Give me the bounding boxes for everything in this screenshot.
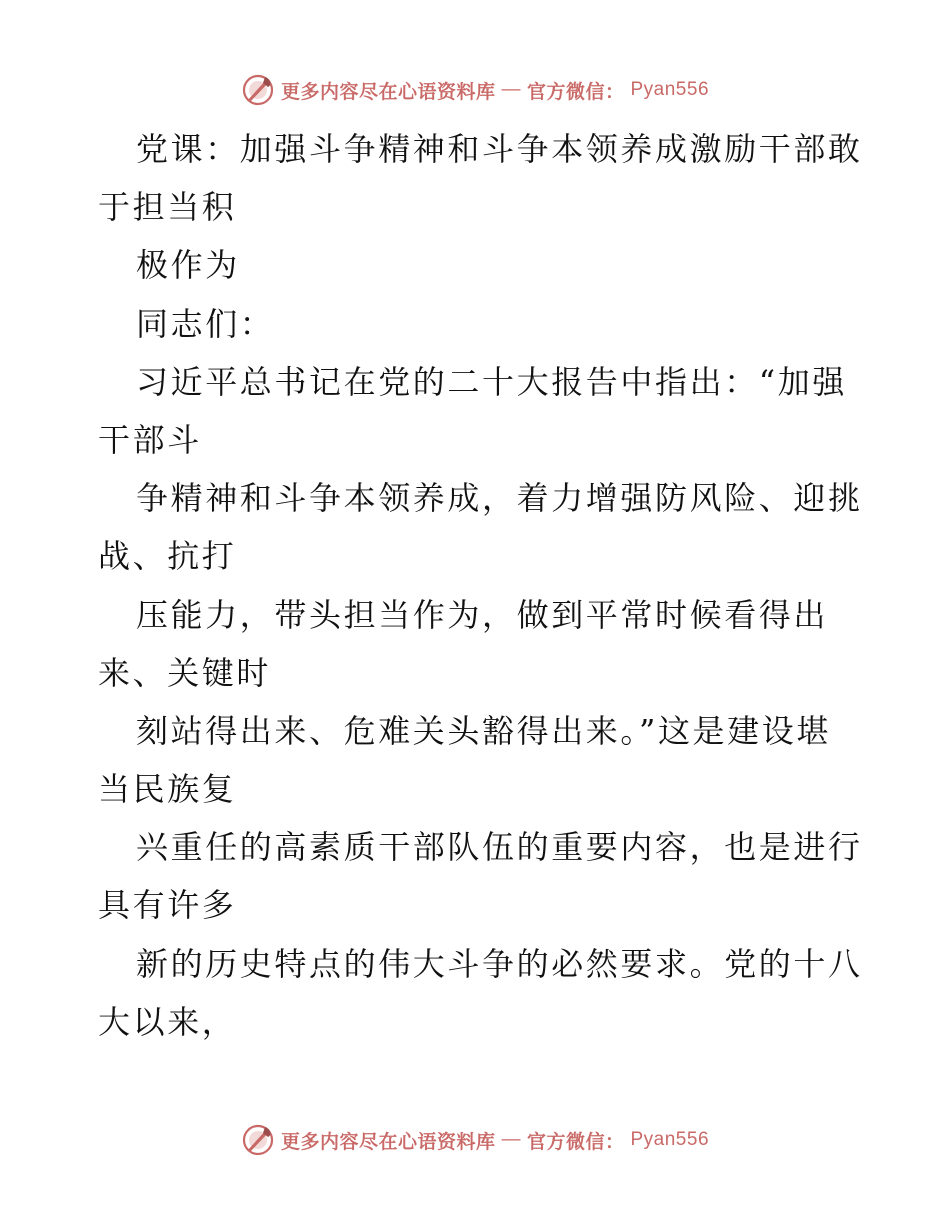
watermark-account: Pyan556	[630, 1129, 710, 1150]
text-line: 刻站得出来、危难关头豁得出来。”这是建设堪	[136, 711, 831, 750]
watermark-content	[241, 73, 709, 107]
footer-watermark	[0, 1120, 950, 1160]
text-line: 争精神和斗争本领养成，着力增强防风险、迎挑	[136, 479, 863, 518]
text-line: 干部斗	[98, 420, 202, 459]
quill-logo-icon	[241, 1123, 275, 1157]
text-line: 兴重任的高素质干部队伍的重要内容，也是进行	[136, 828, 863, 867]
watermark-text: 更多内容尽在心语资料库	[280, 1130, 496, 1153]
text-line: 具有许多	[98, 886, 237, 925]
watermark-account: Pyan556	[630, 79, 710, 100]
text-line: 极作为	[136, 246, 240, 285]
text-line: 来、关键时	[98, 653, 272, 692]
text-line: 党课：加强斗争精神和斗争本领养成激励干部敢	[136, 130, 863, 168]
text-line: 新的历史特点的伟大斗争的必然要求。党的十八	[136, 944, 863, 983]
text-line: 于担当积	[98, 188, 237, 227]
header-watermark	[0, 70, 950, 110]
text-line: 大以来，	[98, 1002, 237, 1041]
text-line: 当民族复	[98, 770, 237, 809]
watermark-separator: —	[501, 1129, 521, 1150]
watermark-content	[241, 1123, 709, 1157]
watermark-official-label: 官方微信：	[526, 80, 625, 103]
text-line: 习近平总书记在党的二十大报告中指出：“加强	[136, 362, 847, 401]
text-line: 同志们：	[136, 304, 275, 343]
watermark-text: 更多内容尽在心语资料库	[280, 80, 496, 103]
watermark-official-label: 官方微信：	[526, 1130, 625, 1153]
quill-logo-icon	[241, 73, 275, 107]
text-line: 战、抗打	[98, 537, 237, 576]
document-body	[98, 120, 863, 1051]
watermark-separator: —	[501, 79, 521, 100]
text-line: 压能力，带头担当作为，做到平常时候看得出	[136, 595, 829, 634]
